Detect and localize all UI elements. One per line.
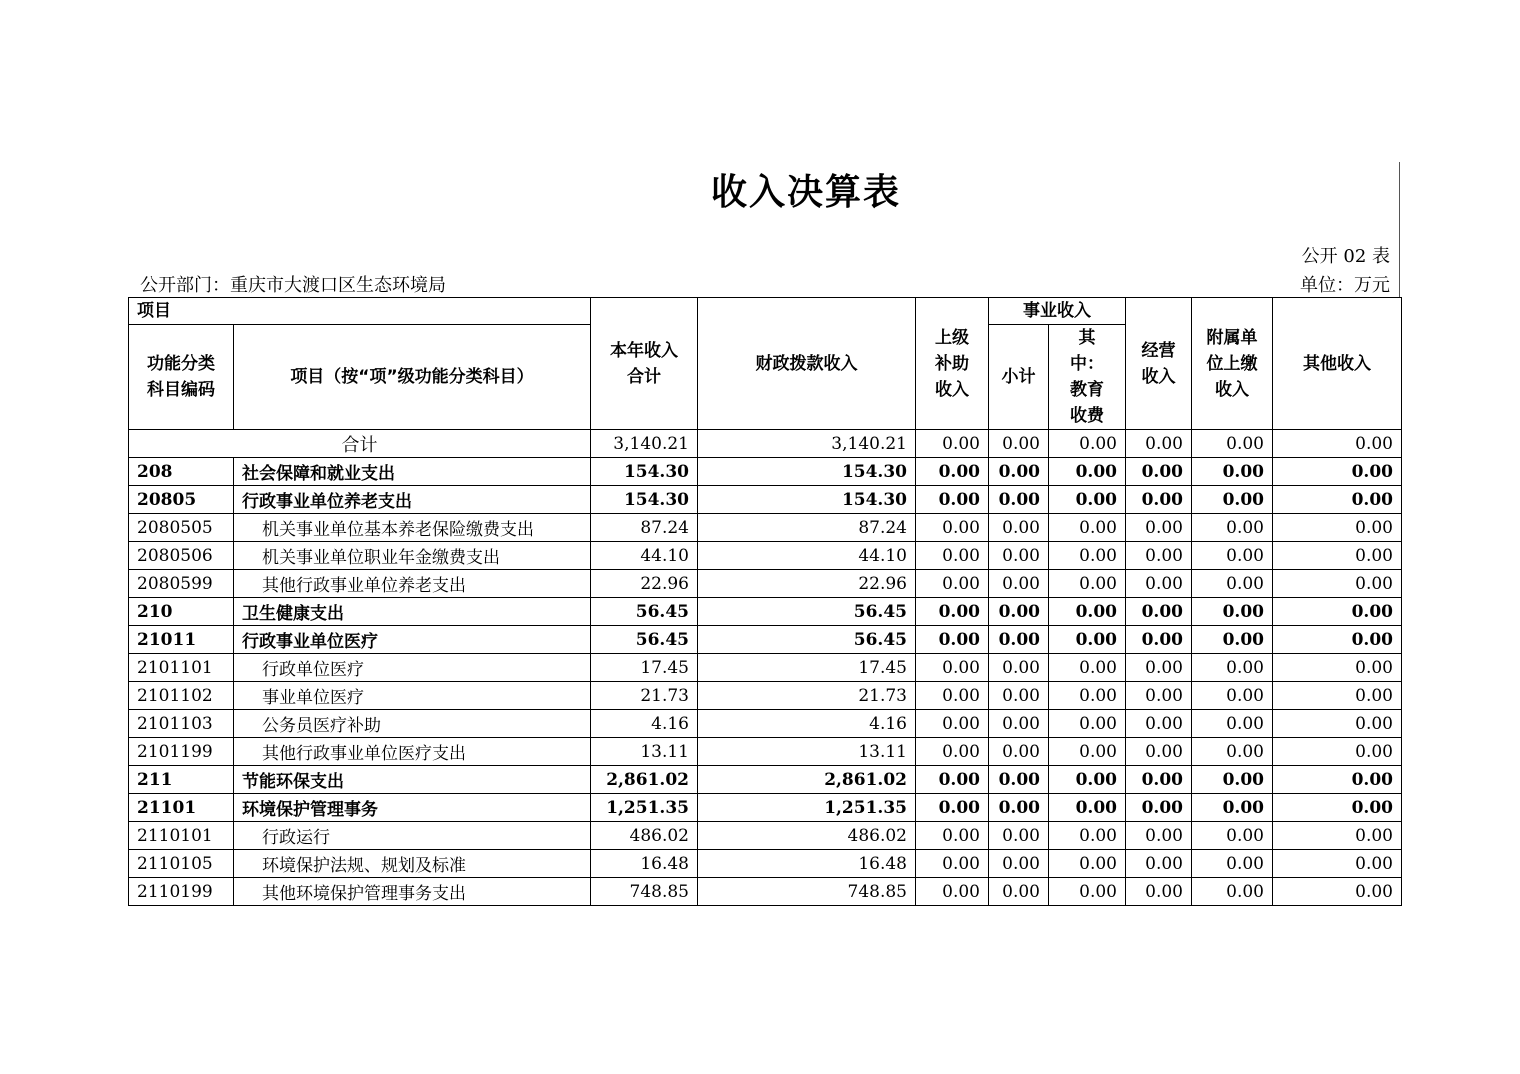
header-total: 本年收入合计 — [591, 298, 698, 430]
row-value: 0.00 — [989, 710, 1049, 738]
row-value: 154.30 — [591, 486, 698, 514]
row-name: 环境保护法规、规划及标准 — [234, 850, 591, 878]
row-value: 0.00 — [989, 458, 1049, 486]
row-name: 环境保护管理事务 — [234, 794, 591, 822]
row-value: 0.00 — [916, 794, 989, 822]
row-code: 2101199 — [129, 738, 234, 766]
row-value: 0.00 — [916, 458, 989, 486]
table-row — [129, 570, 1402, 598]
income-table — [128, 297, 1402, 906]
row-value: 0.00 — [916, 486, 989, 514]
row-code: 2110105 — [129, 850, 234, 878]
table-row — [129, 626, 1402, 654]
row-value: 0.00 — [1049, 570, 1126, 598]
row-value: 0.00 — [1049, 682, 1126, 710]
row-value: 0.00 — [989, 570, 1049, 598]
row-code: 2101103 — [129, 710, 234, 738]
row-value: 22.96 — [698, 570, 916, 598]
row-value: 0.00 — [989, 598, 1049, 626]
header-affiliated: 附属单位上缴收入 — [1192, 298, 1273, 430]
row-value: 0.00 — [1126, 458, 1192, 486]
header-subtotal: 小计 — [989, 325, 1049, 430]
row-value: 0.00 — [1273, 654, 1402, 682]
row-value: 0.00 — [989, 794, 1049, 822]
row-value: 0.00 — [1192, 682, 1273, 710]
row-name: 行政单位医疗 — [234, 654, 591, 682]
row-value: 0.00 — [989, 822, 1049, 850]
header-name: 项目（按“项”级功能分类科目） — [234, 325, 591, 430]
row-value: 0.00 — [1273, 486, 1402, 514]
row-value: 0.00 — [1192, 514, 1273, 542]
row-code: 21101 — [129, 794, 234, 822]
row-value: 0.00 — [1126, 794, 1192, 822]
row-value: 154.30 — [591, 458, 698, 486]
row-value: 0.00 — [1273, 738, 1402, 766]
row-value: 0.00 — [989, 542, 1049, 570]
total-value: 0.00 — [989, 430, 1049, 458]
row-code: 2110199 — [129, 878, 234, 906]
row-value: 0.00 — [1126, 878, 1192, 906]
total-label: 合计 — [129, 430, 591, 458]
row-value: 0.00 — [916, 766, 989, 794]
row-value: 1,251.35 — [698, 794, 916, 822]
row-value: 0.00 — [1192, 654, 1273, 682]
table-row — [129, 458, 1402, 486]
row-name: 行政事业单位养老支出 — [234, 486, 591, 514]
row-value: 0.00 — [916, 682, 989, 710]
row-code: 208 — [129, 458, 234, 486]
header-career: 事业收入 — [989, 298, 1126, 325]
row-value: 87.24 — [698, 514, 916, 542]
row-value: 0.00 — [1273, 570, 1402, 598]
row-value: 0.00 — [1192, 570, 1273, 598]
row-value: 0.00 — [1273, 682, 1402, 710]
total-value: 0.00 — [1126, 430, 1192, 458]
table-row — [129, 598, 1402, 626]
row-value: 0.00 — [916, 654, 989, 682]
row-name: 机关事业单位职业年金缴费支出 — [234, 542, 591, 570]
table-row — [129, 850, 1402, 878]
row-value: 0.00 — [1192, 486, 1273, 514]
row-name: 行政运行 — [234, 822, 591, 850]
row-value: 0.00 — [1049, 850, 1126, 878]
row-value: 0.00 — [1192, 458, 1273, 486]
row-value: 0.00 — [1273, 766, 1402, 794]
row-value: 0.00 — [1273, 514, 1402, 542]
header-education: 其中：教育收费 — [1049, 325, 1126, 430]
row-value: 0.00 — [1273, 626, 1402, 654]
row-value: 0.00 — [1049, 710, 1126, 738]
row-code: 2101102 — [129, 682, 234, 710]
row-value: 0.00 — [1273, 822, 1402, 850]
row-value: 0.00 — [916, 514, 989, 542]
row-value: 0.00 — [1192, 822, 1273, 850]
row-value: 0.00 — [1273, 542, 1402, 570]
table-row — [129, 822, 1402, 850]
row-code: 210 — [129, 598, 234, 626]
header-fiscal: 财政拨款收入 — [698, 298, 916, 430]
row-value: 0.00 — [989, 486, 1049, 514]
row-value: 1,251.35 — [591, 794, 698, 822]
row-value: 0.00 — [1049, 486, 1126, 514]
row-name: 社会保障和就业支出 — [234, 458, 591, 486]
row-value: 486.02 — [698, 822, 916, 850]
row-name: 其他行政事业单位医疗支出 — [234, 738, 591, 766]
row-value: 22.96 — [591, 570, 698, 598]
row-value: 0.00 — [1126, 598, 1192, 626]
row-value: 0.00 — [989, 738, 1049, 766]
row-name: 卫生健康支出 — [234, 598, 591, 626]
row-value: 44.10 — [591, 542, 698, 570]
row-value: 0.00 — [1126, 766, 1192, 794]
row-value: 0.00 — [1126, 626, 1192, 654]
row-value: 0.00 — [1273, 794, 1402, 822]
row-value: 0.00 — [916, 850, 989, 878]
row-value: 0.00 — [916, 598, 989, 626]
unit-label: 单位：万元 — [1300, 275, 1390, 296]
total-value: 0.00 — [1049, 430, 1126, 458]
row-value: 2,861.02 — [698, 766, 916, 794]
row-value: 0.00 — [916, 878, 989, 906]
row-value: 56.45 — [591, 598, 698, 626]
row-value: 56.45 — [698, 626, 916, 654]
row-value: 0.00 — [989, 654, 1049, 682]
row-value: 0.00 — [1049, 738, 1126, 766]
row-value: 0.00 — [1049, 878, 1126, 906]
total-value: 3,140.21 — [698, 430, 916, 458]
total-value: 3,140.21 — [591, 430, 698, 458]
row-value: 21.73 — [591, 682, 698, 710]
row-code: 21011 — [129, 626, 234, 654]
row-value: 0.00 — [1192, 598, 1273, 626]
row-value: 13.11 — [591, 738, 698, 766]
row-value: 17.45 — [698, 654, 916, 682]
row-code: 2101101 — [129, 654, 234, 682]
row-value: 0.00 — [1126, 682, 1192, 710]
row-value: 0.00 — [916, 822, 989, 850]
row-value: 0.00 — [1192, 542, 1273, 570]
row-value: 16.48 — [591, 850, 698, 878]
row-value: 0.00 — [1192, 626, 1273, 654]
form-number: 公开 02 表 — [1301, 246, 1390, 267]
table-row — [129, 654, 1402, 682]
row-code: 2080599 — [129, 570, 234, 598]
row-name: 机关事业单位基本养老保险缴费支出 — [234, 514, 591, 542]
row-value: 0.00 — [1049, 654, 1126, 682]
table-row — [129, 542, 1402, 570]
table-row — [129, 682, 1402, 710]
row-value: 748.85 — [591, 878, 698, 906]
row-name: 其他行政事业单位养老支出 — [234, 570, 591, 598]
header-operation: 经营收入 — [1126, 298, 1192, 430]
total-value: 0.00 — [916, 430, 989, 458]
row-value: 0.00 — [989, 626, 1049, 654]
department-label: 公开部门：重庆市大渡口区生态环境局 — [140, 275, 446, 296]
row-value: 0.00 — [916, 738, 989, 766]
total-row — [129, 430, 1402, 458]
row-code: 2080506 — [129, 542, 234, 570]
table-row — [129, 514, 1402, 542]
row-name: 事业单位医疗 — [234, 682, 591, 710]
row-value: 0.00 — [1273, 598, 1402, 626]
row-value: 0.00 — [1192, 710, 1273, 738]
row-value: 0.00 — [989, 514, 1049, 542]
row-value: 56.45 — [698, 598, 916, 626]
row-value: 0.00 — [1192, 878, 1273, 906]
row-value: 0.00 — [1126, 542, 1192, 570]
row-value: 21.73 — [698, 682, 916, 710]
row-value: 0.00 — [1049, 514, 1126, 542]
row-code: 211 — [129, 766, 234, 794]
row-value: 0.00 — [1126, 570, 1192, 598]
row-value: 748.85 — [698, 878, 916, 906]
row-value: 17.45 — [591, 654, 698, 682]
row-code: 2080505 — [129, 514, 234, 542]
row-value: 0.00 — [1049, 598, 1126, 626]
row-value: 16.48 — [698, 850, 916, 878]
row-value: 0.00 — [1126, 654, 1192, 682]
row-value: 0.00 — [1049, 794, 1126, 822]
table-row — [129, 738, 1402, 766]
row-value: 0.00 — [1192, 766, 1273, 794]
row-value: 0.00 — [1273, 878, 1402, 906]
row-value: 0.00 — [1126, 710, 1192, 738]
table-row — [129, 766, 1402, 794]
row-value: 44.10 — [698, 542, 916, 570]
row-value: 0.00 — [1049, 542, 1126, 570]
table-row — [129, 710, 1402, 738]
row-name: 节能环保支出 — [234, 766, 591, 794]
total-value: 0.00 — [1273, 430, 1402, 458]
table-row — [129, 486, 1402, 514]
header-project: 项目 — [129, 298, 591, 325]
row-value: 0.00 — [1273, 458, 1402, 486]
row-value: 0.00 — [1192, 850, 1273, 878]
header-other: 其他收入 — [1273, 298, 1402, 430]
row-value: 0.00 — [1126, 850, 1192, 878]
row-value: 0.00 — [1273, 850, 1402, 878]
row-value: 0.00 — [1126, 486, 1192, 514]
row-value: 0.00 — [916, 710, 989, 738]
row-value: 0.00 — [989, 878, 1049, 906]
row-value: 87.24 — [591, 514, 698, 542]
row-value: 2,861.02 — [591, 766, 698, 794]
row-value: 0.00 — [916, 626, 989, 654]
row-value: 56.45 — [591, 626, 698, 654]
row-value: 0.00 — [1049, 626, 1126, 654]
total-value: 0.00 — [1192, 430, 1273, 458]
row-value: 0.00 — [1126, 738, 1192, 766]
row-value: 0.00 — [1049, 822, 1126, 850]
row-name: 公务员医疗补助 — [234, 710, 591, 738]
row-value: 0.00 — [1049, 458, 1126, 486]
header-superior: 上级补助收入 — [916, 298, 989, 430]
row-name: 行政事业单位医疗 — [234, 626, 591, 654]
page-title: 收入决算表 — [710, 172, 901, 213]
row-value: 0.00 — [1126, 822, 1192, 850]
row-name: 其他环境保护管理事务支出 — [234, 878, 591, 906]
row-code: 2110101 — [129, 822, 234, 850]
row-value: 4.16 — [698, 710, 916, 738]
table-row — [129, 794, 1402, 822]
row-value: 0.00 — [916, 570, 989, 598]
row-value: 0.00 — [1049, 766, 1126, 794]
row-value: 4.16 — [591, 710, 698, 738]
row-value: 0.00 — [989, 682, 1049, 710]
row-value: 154.30 — [698, 486, 916, 514]
row-value: 0.00 — [989, 850, 1049, 878]
row-value: 0.00 — [1192, 794, 1273, 822]
row-value: 0.00 — [1273, 710, 1402, 738]
row-value: 13.11 — [698, 738, 916, 766]
table-row — [129, 878, 1402, 906]
header-code: 功能分类科目编码 — [129, 325, 234, 430]
row-value: 486.02 — [591, 822, 698, 850]
row-value: 0.00 — [1126, 514, 1192, 542]
row-value: 154.30 — [698, 458, 916, 486]
row-code: 20805 — [129, 486, 234, 514]
row-value: 0.00 — [989, 766, 1049, 794]
row-value: 0.00 — [916, 542, 989, 570]
row-value: 0.00 — [1192, 738, 1273, 766]
